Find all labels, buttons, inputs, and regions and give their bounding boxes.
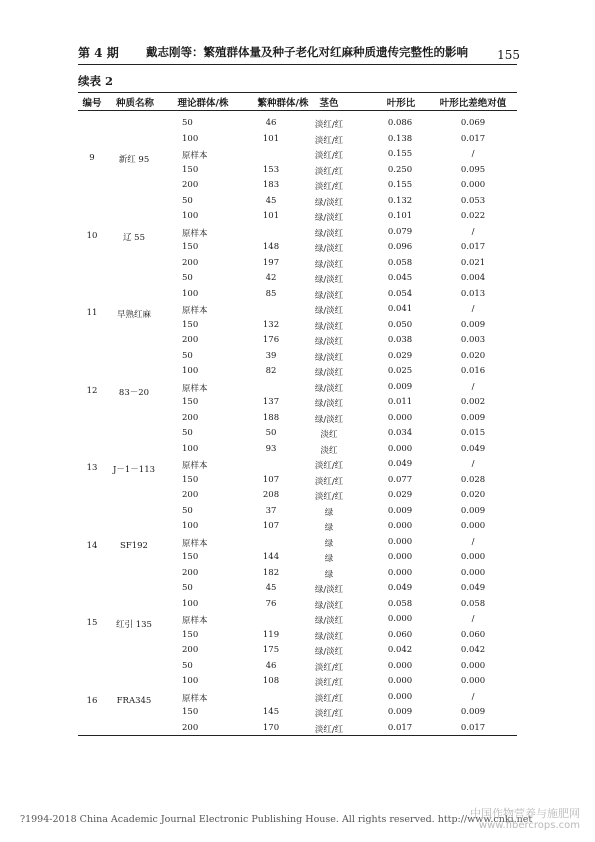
cell-pop: 82 [265, 366, 277, 376]
cell-theory: 50 [182, 583, 193, 593]
cell-diff: / [471, 304, 475, 314]
cell-stem: 淡红/红 [314, 135, 344, 146]
cell-stem: 绿/淡红 [314, 290, 344, 301]
cell-diff: 0.013 [460, 288, 486, 299]
cell-stem: 淡红/红 [314, 492, 344, 502]
cell-pop: 208 [262, 490, 280, 500]
cell-diff: 0.009 [460, 319, 486, 330]
table-bottom-rule [78, 735, 517, 736]
cell-ratio: 0.000 [387, 691, 413, 702]
article-running-title: 戴志刚等：繁殖群体量及种子老化对红麻种质遗传完整性的影响 [146, 45, 468, 59]
cell-theory: 原样本 [182, 228, 208, 239]
cell-pop: 175 [262, 645, 280, 655]
cell-ratio: 0.096 [387, 242, 413, 252]
col-header-name: 种质名称 [115, 98, 154, 109]
cell-diff: 0.003 [460, 335, 486, 345]
cell-group-id: 16 [86, 695, 98, 706]
cell-ratio: 0.138 [387, 133, 413, 144]
cell-stem: 绿/淡红 [314, 275, 344, 285]
cell-germplasm-name: 83－20 [118, 387, 150, 398]
cell-ratio: 0.042 [387, 645, 413, 655]
col-header-leaf-ratio: 叶形比 [386, 98, 416, 109]
cell-diff: 0.009 [460, 412, 486, 423]
cell-ratio: 0.086 [387, 118, 413, 128]
cell-stem: 绿/淡红 [314, 368, 344, 378]
cell-germplasm-name: J－1－113 [112, 465, 156, 475]
cell-group-id: 13 [86, 463, 98, 473]
cell-diff: 0.095 [460, 164, 486, 175]
page-number: 155 [497, 48, 520, 62]
cell-pop: 176 [262, 335, 280, 345]
cell-diff: 0.017 [460, 242, 486, 252]
cell-ratio: 0.054 [387, 288, 413, 299]
cell-diff: 0.000 [460, 552, 486, 562]
cell-germplasm-name: SF192 [120, 540, 148, 551]
cell-germplasm-name: FRA345 [116, 695, 152, 706]
cell-diff: 0.000 [460, 567, 486, 578]
cell-theory: 150 [182, 474, 199, 485]
cell-stem: 绿/淡红 [314, 213, 344, 223]
cell-theory: 原样本 [182, 616, 208, 626]
cell-germplasm-name: 辽 55 [122, 232, 146, 243]
cell-theory: 200 [182, 567, 199, 578]
cell-diff: 0.015 [460, 428, 486, 438]
cell-pop: 188 [262, 412, 280, 423]
cell-pop: 45 [265, 583, 277, 593]
cell-ratio: 0.155 [387, 180, 413, 190]
cell-pop: 93 [265, 443, 277, 454]
cell-theory: 原样本 [182, 461, 208, 471]
watermark-text: 中国作物营养与施肥网 [470, 807, 580, 820]
col-header-stem-color: 茎色 [319, 98, 339, 109]
col-header-ratio-diff: 叶形比差绝对值 [439, 98, 507, 109]
cell-ratio: 0.132 [387, 195, 413, 206]
watermark-url: www.fibercrops.com [478, 820, 580, 831]
cell-stem: 绿/淡红 [314, 399, 344, 409]
cell-stem: 绿 [324, 569, 334, 580]
cell-ratio: 0.058 [387, 257, 413, 268]
cell-diff: 0.017 [460, 133, 486, 144]
cell-diff: / [471, 614, 475, 624]
cell-theory: 50 [182, 428, 193, 438]
col-header-population: 繁种群体/株 [257, 98, 309, 109]
cell-stem: 绿/淡红 [314, 616, 344, 626]
cell-germplasm-name: 新红 95 [118, 155, 150, 165]
cell-germplasm-name: 红引 135 [116, 620, 152, 630]
cell-ratio: 0.000 [387, 660, 413, 671]
cell-ratio: 0.155 [387, 149, 413, 159]
cell-theory: 50 [182, 118, 193, 128]
cell-pop: 148 [262, 242, 280, 252]
cell-stem: 绿/淡红 [314, 197, 344, 208]
cell-ratio: 0.009 [387, 707, 413, 717]
cell-diff: / [471, 691, 475, 702]
cell-ratio: 0.000 [387, 552, 413, 562]
cell-diff: 0.069 [460, 118, 486, 128]
cell-group-id: 10 [86, 230, 98, 241]
cell-ratio: 0.077 [387, 474, 413, 485]
cell-ratio: 0.029 [387, 350, 413, 361]
cell-diff: 0.022 [460, 211, 486, 221]
cell-stem: 淡红/红 [314, 678, 344, 688]
cell-pop: 182 [262, 567, 280, 578]
copyright-notice: ?1994-2018 China Academic Journal Electronic Publishing House. All rights reserved. http://www.cnki.net [20, 814, 533, 825]
cell-stem: 淡红 [320, 445, 338, 456]
cell-pop: 170 [262, 722, 280, 733]
cell-stem: 淡红/红 [314, 120, 344, 130]
running-header [78, 42, 518, 62]
cell-stem: 绿/淡红 [314, 306, 344, 316]
cell-diff: 0.000 [460, 660, 486, 671]
cell-pop: 76 [265, 598, 277, 609]
cell-theory: 200 [182, 645, 199, 655]
cell-ratio: 0.017 [387, 722, 413, 733]
cell-stem: 淡红/红 [314, 662, 344, 673]
cell-pop: 39 [265, 350, 277, 361]
cell-theory: 150 [182, 242, 199, 252]
cell-pop: 183 [262, 180, 280, 190]
cell-germplasm-name: 早熟红麻 [116, 310, 151, 320]
cell-theory: 100 [182, 211, 199, 221]
cell-theory: 50 [182, 273, 193, 283]
cell-theory: 50 [182, 195, 193, 206]
cell-pop: 107 [262, 521, 280, 531]
cell-ratio: 0.011 [387, 397, 413, 407]
cell-stem: 绿/淡红 [314, 337, 344, 347]
cell-pop: 197 [262, 257, 280, 268]
cell-pop: 101 [262, 133, 280, 144]
cell-stem: 淡红/红 [314, 182, 344, 192]
cell-theory: 50 [182, 660, 193, 671]
cell-theory: 100 [182, 598, 199, 609]
cell-group-id: 9 [89, 153, 95, 163]
cell-diff: / [471, 459, 475, 469]
cell-ratio: 0.058 [387, 598, 413, 609]
cell-pop: 107 [262, 474, 280, 485]
cell-theory: 150 [182, 319, 199, 330]
cell-stem: 淡红/红 [314, 151, 344, 161]
cell-stem: 淡红/红 [314, 709, 344, 719]
cell-theory: 100 [182, 676, 199, 686]
cell-diff: / [471, 381, 475, 392]
cell-theory: 200 [182, 180, 199, 190]
cell-pop: 45 [265, 195, 277, 206]
cell-pop: 132 [262, 319, 280, 330]
cell-pop: 101 [262, 211, 280, 221]
cell-ratio: 0.079 [387, 226, 413, 237]
cell-stem: 绿/淡红 [314, 244, 344, 254]
cell-diff: 0.020 [460, 350, 486, 361]
cell-ratio: 0.250 [387, 164, 413, 175]
cell-diff: 0.053 [460, 195, 486, 206]
cell-theory: 200 [182, 257, 199, 268]
cell-diff: 0.017 [460, 722, 486, 733]
cell-theory: 150 [182, 397, 199, 407]
cell-theory: 200 [182, 412, 199, 423]
cell-diff: / [471, 536, 475, 547]
cell-stem: 绿/淡红 [314, 259, 344, 270]
cell-ratio: 0.025 [387, 366, 413, 376]
cell-stem: 绿 [324, 538, 334, 549]
cell-pop: 37 [265, 505, 277, 516]
cell-stem: 绿/淡红 [314, 647, 344, 657]
issue-label: 第 4 期 [78, 46, 119, 60]
table-header-rule [78, 110, 517, 111]
cell-theory: 50 [182, 505, 193, 516]
cell-diff: 0.021 [460, 257, 486, 268]
cell-stem: 淡红/红 [314, 724, 344, 735]
cell-theory: 150 [182, 552, 199, 562]
cell-pop: 50 [265, 428, 277, 438]
cell-diff: 0.009 [460, 505, 486, 516]
cell-stem: 绿 [324, 523, 334, 533]
cell-ratio: 0.009 [387, 381, 413, 392]
cell-theory: 100 [182, 521, 199, 531]
cell-pop: 46 [265, 660, 277, 671]
cell-ratio: 0.000 [387, 412, 413, 423]
cell-theory: 150 [182, 164, 199, 175]
cell-stem: 绿/淡红 [314, 414, 344, 425]
cell-theory: 100 [182, 366, 199, 376]
cell-ratio: 0.000 [387, 521, 413, 531]
table-header-row [78, 95, 517, 109]
cell-ratio: 0.009 [387, 505, 413, 516]
cell-stem: 淡红/红 [314, 476, 344, 487]
cell-diff: 0.049 [460, 443, 486, 454]
cell-diff: 0.042 [460, 645, 486, 655]
cell-pop: 46 [265, 118, 277, 128]
cell-ratio: 0.041 [387, 304, 413, 314]
cell-ratio: 0.000 [387, 443, 413, 454]
cell-ratio: 0.049 [387, 459, 413, 469]
cell-stem: 绿/淡红 [314, 352, 344, 363]
cell-stem: 淡红/红 [314, 461, 344, 471]
cell-theory: 原样本 [182, 693, 208, 704]
site-watermark [470, 808, 580, 832]
col-header-id: 编号 [82, 98, 102, 109]
cell-group-id: 11 [86, 308, 98, 318]
cell-group-id: 14 [86, 540, 98, 551]
cell-diff: 0.000 [460, 180, 486, 190]
cell-theory: 原样本 [182, 151, 208, 161]
cell-pop: 137 [262, 397, 280, 407]
table-top-rule [78, 92, 517, 93]
col-header-theory: 理论群体/株 [177, 98, 229, 109]
header-rule [78, 64, 517, 65]
cell-diff: / [471, 226, 475, 237]
cell-stem: 淡红/红 [314, 166, 344, 177]
cell-stem: 绿 [324, 507, 334, 518]
cell-ratio: 0.000 [387, 614, 413, 624]
cell-ratio: 0.060 [387, 629, 413, 640]
cell-pop: 108 [262, 676, 280, 686]
cell-diff: 0.009 [460, 707, 486, 717]
cell-diff: 0.016 [460, 366, 486, 376]
cell-theory: 原样本 [182, 383, 208, 394]
table-caption: 续表 2 [78, 74, 114, 88]
cell-group-id: 15 [86, 618, 98, 628]
cell-stem: 绿/淡红 [314, 228, 344, 239]
cell-pop: 42 [265, 273, 277, 283]
cell-diff: 0.020 [460, 490, 486, 500]
cell-stem: 绿/淡红 [314, 631, 344, 642]
cell-theory: 100 [182, 288, 199, 299]
cell-diff: 0.028 [460, 474, 486, 485]
cell-theory: 原样本 [182, 306, 208, 316]
cell-diff: / [471, 149, 475, 159]
cell-theory: 50 [182, 350, 193, 361]
cell-ratio: 0.050 [387, 319, 413, 330]
cell-theory: 原样本 [182, 538, 208, 549]
cell-stem: 绿/淡红 [314, 585, 344, 595]
cell-pop: 145 [262, 707, 280, 717]
cell-theory: 150 [182, 707, 199, 717]
cell-ratio: 0.000 [387, 676, 413, 686]
cell-ratio: 0.049 [387, 583, 413, 593]
cell-ratio: 0.029 [387, 490, 413, 500]
cell-stem: 绿/淡红 [314, 383, 344, 394]
cell-diff: 0.002 [460, 397, 486, 407]
cell-ratio: 0.000 [387, 567, 413, 578]
cell-stem: 绿/淡红 [314, 321, 344, 332]
cell-theory: 100 [182, 443, 199, 454]
cell-ratio: 0.000 [387, 536, 413, 547]
cell-theory: 200 [182, 722, 199, 733]
cell-ratio: 0.045 [387, 273, 413, 283]
cell-pop: 85 [265, 288, 277, 299]
cell-diff: 0.000 [460, 676, 486, 686]
cell-theory: 100 [182, 133, 199, 144]
cell-theory: 200 [182, 490, 199, 500]
cell-group-id: 12 [86, 385, 98, 396]
cell-pop: 144 [262, 552, 280, 562]
cell-diff: 0.049 [460, 583, 486, 593]
cell-diff: 0.000 [460, 521, 486, 531]
cell-theory: 150 [182, 629, 199, 640]
cell-diff: 0.060 [460, 629, 486, 640]
cell-diff: 0.004 [460, 273, 486, 283]
cell-stem: 淡红/红 [314, 693, 344, 704]
cell-ratio: 0.101 [387, 211, 413, 221]
cell-stem: 淡红 [320, 430, 338, 440]
cell-pop: 153 [262, 164, 280, 175]
cell-diff: 0.058 [460, 598, 486, 609]
cell-ratio: 0.038 [387, 335, 413, 345]
cell-stem: 绿 [324, 554, 334, 564]
cell-theory: 200 [182, 335, 199, 345]
cell-pop: 119 [262, 629, 280, 640]
cell-stem: 绿/淡红 [314, 600, 344, 611]
cell-ratio: 0.034 [387, 428, 413, 438]
